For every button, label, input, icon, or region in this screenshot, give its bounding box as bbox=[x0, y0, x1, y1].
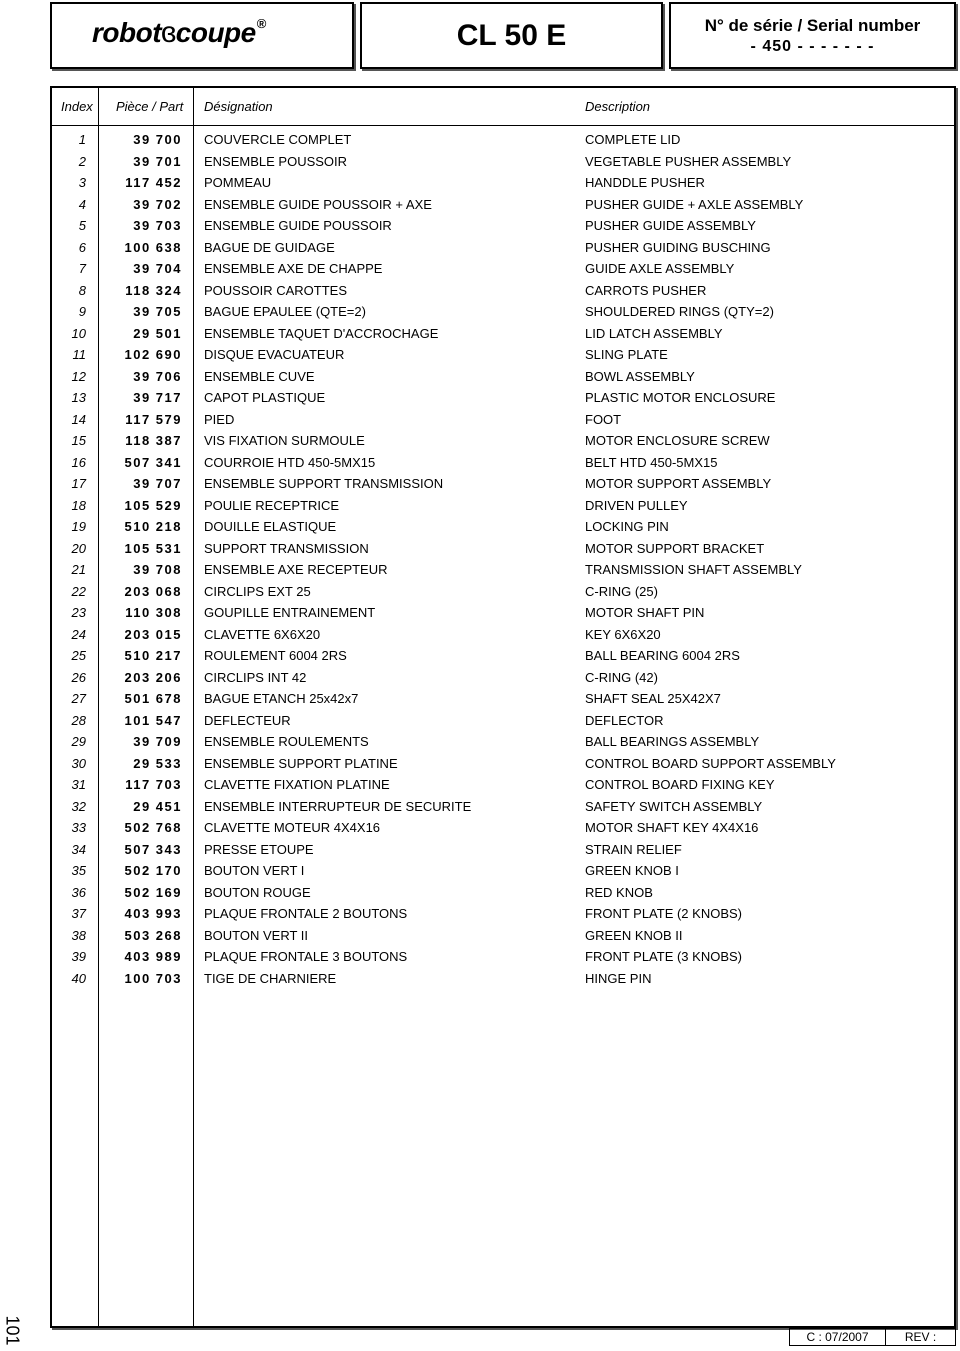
row-designation: BAGUE DE GUIDAGE bbox=[204, 239, 335, 255]
row-description: PUSHER GUIDING BUSCHING bbox=[585, 239, 771, 255]
row-description: BALL BEARINGS ASSEMBLY bbox=[585, 734, 760, 749]
row-part-number: 501 678 bbox=[124, 691, 182, 706]
model-box bbox=[360, 2, 663, 69]
row-designation: GOUPILLE ENTRAINEMENT bbox=[204, 605, 376, 620]
row-part-number: 105 529 bbox=[124, 497, 182, 513]
table-row bbox=[52, 322, 954, 344]
row-description: CONTROL BOARD SUPPORT ASSEMBLY bbox=[585, 755, 836, 771]
row-description: SLING PLATE bbox=[585, 347, 668, 362]
row-description: BELT HTD 450-5MX15 bbox=[585, 454, 718, 470]
row-description: HANDDLE PUSHER bbox=[585, 175, 705, 190]
table-body bbox=[52, 128, 954, 988]
row-designation: ENSEMBLE AXE DE CHAPPE bbox=[204, 261, 383, 276]
row-description: SAFETY SWITCH ASSEMBLY bbox=[585, 798, 763, 814]
row-designation: SUPPORT TRANSMISSION bbox=[204, 540, 369, 556]
table-row bbox=[52, 171, 954, 193]
row-description: BALL BEARING 6004 2RS bbox=[585, 648, 740, 663]
brand-logo-box bbox=[50, 2, 354, 69]
row-part-number: 117 452 bbox=[125, 175, 182, 190]
row-index: 4 bbox=[78, 196, 86, 212]
row-index: 39 bbox=[71, 949, 86, 964]
row-designation: PLAQUE FRONTALE 3 BOUTONS bbox=[204, 949, 408, 964]
row-part-number: 39 704 bbox=[133, 261, 182, 276]
row-designation: ENSEMBLE POUSSOIR bbox=[204, 153, 348, 169]
row-designation: ROULEMENT 6004 2RS bbox=[204, 648, 347, 663]
row-index: 24 bbox=[71, 626, 86, 642]
header-divider bbox=[52, 125, 954, 126]
row-designation: COURROIE HTD 450-5MX15 bbox=[204, 454, 376, 470]
row-part-number: 118 387 bbox=[125, 433, 182, 448]
row-index: 29 bbox=[71, 734, 86, 749]
row-designation: CIRCLIPS INT 42 bbox=[204, 669, 307, 685]
row-part-number: 29 533 bbox=[133, 755, 182, 771]
row-description: DEFLECTOR bbox=[585, 712, 664, 728]
row-description: CARROTS PUSHER bbox=[585, 282, 707, 298]
row-description: KEY 6X6X20 bbox=[585, 626, 661, 642]
table-row bbox=[52, 644, 954, 666]
row-designation: DEFLECTEUR bbox=[204, 712, 291, 728]
row-designation: BAGUE ETANCH 25x42x7 bbox=[204, 691, 359, 706]
table-row bbox=[52, 816, 954, 838]
table-row bbox=[52, 279, 954, 301]
row-designation: CLAVETTE MOTEUR 4X4X16 bbox=[204, 820, 381, 835]
table-row bbox=[52, 967, 954, 989]
row-part-number: 117 703 bbox=[125, 777, 182, 792]
page-number bbox=[2, 1310, 23, 1350]
row-index: 36 bbox=[71, 884, 86, 900]
table-row bbox=[52, 709, 954, 731]
row-description: RED KNOB bbox=[585, 884, 653, 900]
row-index: 20 bbox=[71, 540, 86, 556]
row-description: PLASTIC MOTOR ENCLOSURE bbox=[585, 390, 776, 405]
row-designation: BOUTON ROUGE bbox=[204, 884, 311, 900]
row-index: 7 bbox=[78, 261, 86, 276]
table-row bbox=[52, 859, 954, 881]
row-part-number: 203 068 bbox=[124, 583, 182, 599]
row-part-number: 39 706 bbox=[133, 368, 182, 384]
column-header-index: Index bbox=[61, 99, 93, 114]
row-part-number: 39 705 bbox=[133, 304, 182, 319]
row-index: 6 bbox=[78, 239, 86, 255]
row-description: HINGE PIN bbox=[585, 970, 652, 986]
row-part-number: 39 708 bbox=[133, 562, 182, 577]
row-index: 2 bbox=[78, 153, 86, 169]
row-index: 11 bbox=[72, 347, 86, 362]
table-row bbox=[52, 386, 954, 408]
brand-left: robot bbox=[92, 17, 162, 48]
row-index: 35 bbox=[71, 863, 86, 878]
row-part-number: 39 707 bbox=[133, 476, 182, 491]
row-designation: CIRCLIPS EXT 25 bbox=[204, 583, 311, 599]
row-description: MOTOR ENCLOSURE SCREW bbox=[585, 433, 770, 448]
table-row bbox=[52, 128, 954, 150]
serial-box bbox=[669, 2, 956, 69]
row-part-number: 203 206 bbox=[124, 669, 182, 685]
row-designation: CAPOT PLASTIQUE bbox=[204, 390, 326, 405]
row-index: 16 bbox=[71, 454, 86, 470]
row-part-number: 105 531 bbox=[124, 540, 182, 556]
row-description: SHAFT SEAL 25X42X7 bbox=[585, 691, 721, 706]
table-row bbox=[52, 752, 954, 774]
table-row bbox=[52, 558, 954, 580]
row-designation: PRESSE ETOUPE bbox=[204, 841, 314, 857]
robot-coupe-logo bbox=[92, 16, 266, 50]
row-description: BOWL ASSEMBLY bbox=[585, 368, 695, 384]
row-part-number: 502 170 bbox=[124, 863, 182, 878]
table-row bbox=[52, 214, 954, 236]
row-part-number: 117 579 bbox=[125, 411, 182, 427]
table-row bbox=[52, 881, 954, 903]
table-row bbox=[52, 580, 954, 602]
table-row bbox=[52, 451, 954, 473]
table-row bbox=[52, 408, 954, 430]
table-row bbox=[52, 150, 954, 172]
row-index: 14 bbox=[71, 411, 86, 427]
row-index: 21 bbox=[71, 562, 86, 577]
parts-table bbox=[50, 86, 956, 1328]
table-row bbox=[52, 236, 954, 258]
row-index: 10 bbox=[71, 325, 86, 341]
row-index: 18 bbox=[71, 497, 86, 513]
row-designation: ENSEMBLE TAQUET D'ACCROCHAGE bbox=[204, 325, 439, 341]
row-description: SHOULDERED RINGS (QTY=2) bbox=[585, 304, 774, 319]
row-index: 30 bbox=[71, 755, 86, 771]
row-designation: PIED bbox=[204, 411, 235, 427]
row-index: 1 bbox=[78, 132, 86, 147]
row-index: 31 bbox=[71, 777, 86, 792]
row-part-number: 39 703 bbox=[133, 218, 182, 233]
row-part-number: 29 451 bbox=[133, 798, 182, 814]
revision-label: REV : bbox=[904, 1330, 937, 1344]
row-designation: ENSEMBLE GUIDE POUSSOIR bbox=[204, 218, 392, 233]
table-row bbox=[52, 343, 954, 365]
revision-box bbox=[789, 1328, 956, 1346]
row-designation: ENSEMBLE AXE RECEPTEUR bbox=[204, 562, 388, 577]
row-part-number: 39 717 bbox=[133, 390, 182, 405]
row-description: MOTOR SUPPORT ASSEMBLY bbox=[585, 476, 772, 491]
table-row bbox=[52, 193, 954, 215]
row-description: STRAIN RELIEF bbox=[585, 841, 682, 857]
row-index: 26 bbox=[71, 669, 86, 685]
brand-swirl-icon: ɞ bbox=[161, 16, 176, 49]
row-part-number: 502 169 bbox=[124, 884, 182, 900]
row-part-number: 203 015 bbox=[124, 626, 182, 642]
row-part-number: 403 989 bbox=[124, 949, 182, 964]
table-row bbox=[52, 515, 954, 537]
page-number-text: 101 bbox=[2, 1315, 23, 1346]
row-part-number: 503 268 bbox=[124, 927, 182, 943]
row-designation: POMMEAU bbox=[204, 175, 272, 190]
table-row bbox=[52, 472, 954, 494]
row-part-number: 39 701 bbox=[133, 153, 182, 169]
table-row bbox=[52, 730, 954, 752]
row-index: 13 bbox=[71, 390, 86, 405]
row-part-number: 507 343 bbox=[124, 841, 182, 857]
brand-right: coupe bbox=[175, 17, 256, 48]
column-header-description: Description bbox=[585, 99, 651, 114]
row-part-number: 29 501 bbox=[133, 325, 182, 341]
row-description: CONTROL BOARD FIXING KEY bbox=[585, 777, 775, 792]
serial-value: - 450 - - - - - - - bbox=[750, 38, 875, 55]
row-designation: ENSEMBLE CUVE bbox=[204, 368, 315, 384]
row-index: 19 bbox=[71, 519, 86, 534]
row-designation: DOUILLE ELASTIQUE bbox=[204, 519, 337, 534]
row-index: 12 bbox=[71, 368, 86, 384]
row-index: 8 bbox=[78, 282, 86, 298]
row-designation: CLAVETTE FIXATION PLATINE bbox=[204, 777, 390, 792]
row-designation: VIS FIXATION SURMOULE bbox=[204, 433, 365, 448]
column-header-designation: Désignation bbox=[204, 99, 273, 114]
table-row bbox=[52, 924, 954, 946]
column-header-part: Pièce / Part bbox=[116, 99, 184, 114]
row-part-number: 100 638 bbox=[124, 239, 182, 255]
row-description: FRONT PLATE (3 KNOBS) bbox=[585, 949, 742, 964]
row-description: MOTOR SHAFT PIN bbox=[585, 605, 705, 620]
row-part-number: 502 768 bbox=[124, 820, 182, 835]
revision-date: C : 07/2007 bbox=[790, 1329, 886, 1345]
row-description: MOTOR SUPPORT BRACKET bbox=[585, 540, 765, 556]
row-index: 33 bbox=[71, 820, 86, 835]
row-designation: POULIE RECEPTRICE bbox=[204, 497, 340, 513]
row-description: MOTOR SHAFT KEY 4X4X16 bbox=[585, 820, 759, 835]
table-row bbox=[52, 838, 954, 860]
table-row bbox=[52, 945, 954, 967]
table-row bbox=[52, 795, 954, 817]
row-designation: TIGE DE CHARNIERE bbox=[204, 970, 337, 986]
row-description: C-RING (42) bbox=[585, 669, 658, 685]
row-index: 17 bbox=[71, 476, 86, 491]
row-part-number: 101 547 bbox=[124, 712, 182, 728]
row-designation: BOUTON VERT II bbox=[204, 927, 309, 943]
row-description: DRIVEN PULLEY bbox=[585, 497, 688, 513]
row-description: TRANSMISSION SHAFT ASSEMBLY bbox=[585, 562, 802, 577]
table-row bbox=[52, 666, 954, 688]
table-row bbox=[52, 601, 954, 623]
row-index: 38 bbox=[71, 927, 86, 943]
row-description: PUSHER GUIDE ASSEMBLY bbox=[585, 218, 756, 233]
table-row bbox=[52, 902, 954, 924]
row-part-number: 39 702 bbox=[133, 196, 182, 212]
table-row bbox=[52, 494, 954, 516]
row-description: FOOT bbox=[585, 411, 622, 427]
row-description: VEGETABLE PUSHER ASSEMBLY bbox=[585, 153, 792, 169]
row-index: 28 bbox=[71, 712, 86, 728]
row-designation: ENSEMBLE SUPPORT PLATINE bbox=[204, 755, 398, 771]
row-part-number: 110 308 bbox=[125, 605, 182, 620]
row-part-number: 403 993 bbox=[124, 906, 182, 921]
row-index: 37 bbox=[71, 906, 86, 921]
row-description: COMPLETE LID bbox=[585, 132, 681, 147]
row-description: LID LATCH ASSEMBLY bbox=[585, 325, 723, 341]
row-designation: ENSEMBLE ROULEMENTS bbox=[204, 734, 369, 749]
row-designation: BAGUE EPAULEE (QTE=2) bbox=[204, 304, 366, 319]
row-description: GREEN KNOB II bbox=[585, 927, 683, 943]
row-part-number: 507 341 bbox=[124, 454, 182, 470]
row-designation: PLAQUE FRONTALE 2 BOUTONS bbox=[204, 906, 408, 921]
row-part-number: 100 703 bbox=[124, 970, 182, 986]
row-designation: ENSEMBLE GUIDE POUSSOIR + AXE bbox=[204, 196, 432, 212]
row-description: GUIDE AXLE ASSEMBLY bbox=[585, 261, 735, 276]
table-row bbox=[52, 537, 954, 559]
row-part-number: 510 217 bbox=[124, 648, 182, 663]
row-index: 5 bbox=[78, 218, 86, 233]
row-part-number: 39 700 bbox=[133, 132, 182, 147]
row-index: 23 bbox=[71, 605, 86, 620]
row-description: PUSHER GUIDE + AXLE ASSEMBLY bbox=[585, 196, 804, 212]
row-description: LOCKING PIN bbox=[585, 519, 669, 534]
row-index: 32 bbox=[71, 798, 86, 814]
row-description: C-RING (25) bbox=[585, 583, 658, 599]
row-designation: BOUTON VERT I bbox=[204, 863, 305, 878]
row-part-number: 510 218 bbox=[124, 519, 182, 534]
row-index: 22 bbox=[71, 583, 86, 599]
table-row bbox=[52, 365, 954, 387]
row-index: 27 bbox=[71, 691, 86, 706]
row-description: FRONT PLATE (2 KNOBS) bbox=[585, 906, 742, 921]
row-part-number: 118 324 bbox=[125, 282, 182, 298]
row-designation: CLAVETTE 6X6X20 bbox=[204, 626, 321, 642]
table-row bbox=[52, 300, 954, 322]
registered-mark: ® bbox=[256, 16, 266, 31]
serial-title: N° de série / Serial number bbox=[704, 16, 921, 35]
row-index: 9 bbox=[78, 304, 86, 319]
row-index: 3 bbox=[78, 175, 86, 190]
table-row bbox=[52, 257, 954, 279]
row-part-number: 39 709 bbox=[133, 734, 182, 749]
row-index: 25 bbox=[71, 648, 86, 663]
row-designation: COUVERCLE COMPLET bbox=[204, 132, 352, 147]
row-index: 40 bbox=[71, 970, 86, 986]
row-index: 15 bbox=[71, 433, 86, 448]
row-designation: POUSSOIR CAROTTES bbox=[204, 282, 348, 298]
table-row bbox=[52, 687, 954, 709]
row-index: 34 bbox=[71, 841, 86, 857]
row-designation: DISQUE EVACUATEUR bbox=[204, 347, 345, 362]
row-designation: ENSEMBLE INTERRUPTEUR DE SECURITE bbox=[204, 798, 472, 814]
row-part-number: 102 690 bbox=[124, 347, 182, 362]
table-row bbox=[52, 623, 954, 645]
table-row bbox=[52, 773, 954, 795]
row-designation: ENSEMBLE SUPPORT TRANSMISSION bbox=[204, 476, 444, 491]
table-row bbox=[52, 429, 954, 451]
row-description: GREEN KNOB I bbox=[585, 863, 679, 878]
model-name: CL 50 E bbox=[456, 19, 567, 52]
